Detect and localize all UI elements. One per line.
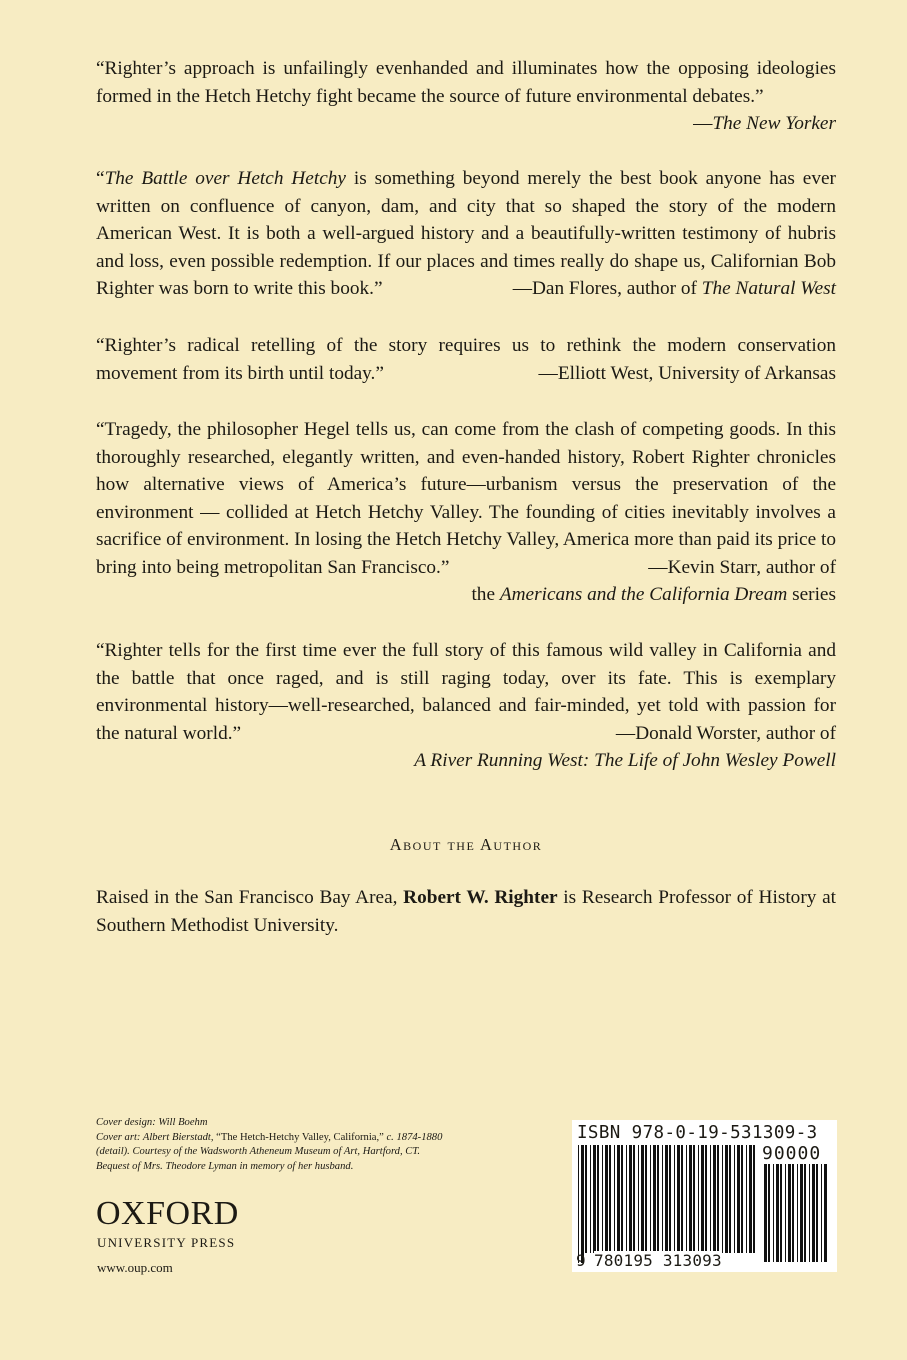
barcode-bar — [717, 1145, 719, 1253]
barcode-bar — [764, 1164, 767, 1262]
quote-text: “Tragedy, the philosopher Hegel tells us, can come from the clash of competing goods. In this thoroughly researched, elegantly written, and even-handed history, Robert Righter chronicles how alternative views of America’s future—urbanism versus the preservation of the environment — collided at Hetch Hetchy Valley. The founding of cities inevitably involves a sacrifice of environment. In losing the Hetch Hetchy Valley, America more than paid its price to bring into being metropolitan San Francisco.” —Kevin Starr, author of — [96, 416, 836, 581]
quote-attribution: —Elliott West, University of Arkansas — [538, 362, 836, 384]
barcode-bar — [701, 1145, 704, 1253]
barcode-bar — [621, 1145, 623, 1253]
barcode-bar — [816, 1164, 818, 1262]
barcode-bar — [602, 1145, 603, 1253]
barcode-bar — [797, 1164, 798, 1262]
barcode-bar — [734, 1145, 735, 1253]
barcode-bar — [645, 1145, 647, 1253]
quote-attribution: —Kevin Starr, author of — [648, 556, 836, 578]
barcode-bar — [741, 1145, 743, 1253]
barcode-bar — [800, 1164, 803, 1262]
isbn-label: ISBN 978-0-19-531309-3 — [577, 1123, 818, 1143]
publisher-name: UNIVERSITY PRESS — [97, 1235, 236, 1250]
barcode-bar — [597, 1145, 599, 1253]
barcode-bar — [710, 1145, 711, 1253]
quote-text: “Righter’s radical retelling of the story requires us to rethink the modern conservation movement from its birth until today.” —Elliott West, University of Arkansas — [96, 332, 836, 387]
barcode-bar — [669, 1145, 671, 1263]
cover-design-credit: Cover design: Will Boehm — [96, 1117, 208, 1128]
barcode-bar — [693, 1145, 695, 1253]
barcode-bar — [809, 1164, 810, 1262]
review-quote-dan-flores — [96, 165, 836, 303]
quote-attribution: —The New Yorker — [693, 113, 836, 134]
barcode-bar — [725, 1145, 728, 1253]
ean-first-digit: 9 — [576, 1251, 586, 1270]
barcode-bar — [689, 1145, 692, 1253]
barcode-bar — [686, 1145, 687, 1253]
about-author-text: Raised in the San Francisco Bay Area, Robert W. Righter is Research Professor of History at Southern Methodist University. — [96, 887, 837, 936]
cover-art-courtesy: (detail). Courtesy of the Wadsworth Atheneum Museum of Art, Hartford, CT. — [96, 1146, 421, 1158]
cover-art-credit: Cover art: Albert Bierstadt, “The Hetch-Hetchy Valley, California,” c. 1874-1880 — [96, 1131, 443, 1143]
review-quote-kevin-starr — [96, 416, 836, 609]
barcode-bar — [609, 1145, 611, 1253]
barcode-bar — [681, 1145, 683, 1253]
barcode-bar — [749, 1145, 752, 1253]
barcode-bar — [626, 1145, 627, 1253]
barcode-bar — [773, 1164, 774, 1262]
barcode-bar — [674, 1145, 675, 1253]
barcode-bar — [633, 1145, 635, 1253]
barcode-bar — [788, 1164, 791, 1262]
barcode-bar — [590, 1145, 591, 1253]
barcode-bar — [746, 1145, 747, 1253]
barcode-bar — [650, 1145, 651, 1253]
author-name: Robert W. Righter — [403, 887, 558, 908]
ean-barcode-bars — [576, 1145, 758, 1263]
quote-attribution: —Donald Worster, author of — [615, 722, 836, 744]
quote-text: “Righter’s approach is unfailingly evenhanded and illuminates how the opposing ideologies formed in the Hetch Hetchy fight became the source of future environmental debates.” — [96, 58, 836, 107]
cover-art-bequest: Bequest of Mrs. Theodore Lyman in memory of her husband. — [96, 1160, 354, 1172]
barcode-bar — [638, 1145, 639, 1253]
ean-digits: 780195 313093 — [594, 1251, 722, 1270]
price-barcode-bars — [762, 1164, 830, 1272]
review-quote-elliott-west — [96, 332, 836, 387]
barcode-bar — [780, 1164, 782, 1262]
barcode-bar — [737, 1145, 740, 1253]
barcode-bar — [785, 1164, 786, 1262]
barcode-bar — [662, 1145, 663, 1253]
isbn-barcode — [572, 1120, 837, 1272]
oxford-logo: OXFORD — [96, 1195, 239, 1232]
barcode-bar — [629, 1145, 632, 1253]
barcode-bar — [605, 1145, 608, 1253]
barcode-bar — [705, 1145, 707, 1253]
cover-credits — [96, 1116, 566, 1174]
review-quote-donald-worster — [96, 637, 836, 775]
quote-text: “Righter tells for the first time ever the full story of this famous wild valley in California and the battle that once raged, and is still raging today, over its fate. This is exemplary environmental history—well-researched, balanced and fair-minded, yet told with passion for the natural world.” —Donald Worster, author of — [96, 637, 836, 747]
barcode-bar — [617, 1145, 620, 1253]
about-author-heading: About the Author — [389, 835, 543, 854]
quote-text: “The Battle over Hetch Hetchy is something beyond merely the best book anyone has ever written on confluence of canyon, dam, and city that so shaped the story of the modern American West. It is both a well-argued history and a beautifully-written testimony of hubris and loss, even possible redemption. If our places and times really do shape us, Californian Bob Righter was born to write this book.” —Dan Flores, author of The Natural West — [96, 165, 836, 303]
review-quote-new-yorker — [96, 55, 836, 138]
barcode-bar — [581, 1145, 584, 1263]
barcode-bar — [677, 1145, 680, 1253]
barcode-bar — [722, 1145, 723, 1253]
barcode-bar — [812, 1164, 815, 1262]
barcode-bar — [614, 1145, 615, 1253]
barcode-bar — [753, 1145, 755, 1253]
quote-attribution: —Dan Flores, author of The Natural West — [512, 278, 836, 299]
barcode-bar — [578, 1145, 579, 1263]
barcode-bar — [585, 1145, 587, 1253]
price-code: 90000 — [762, 1143, 822, 1164]
barcode-bar — [653, 1145, 656, 1253]
barcode-bar — [698, 1145, 699, 1253]
barcode-bar — [593, 1145, 596, 1253]
barcode-bar — [641, 1145, 644, 1253]
barcode-bar — [821, 1164, 822, 1262]
quote-attribution-title: A River Running West: The Life of John Wesley Powell — [414, 750, 836, 771]
barcode-bar — [776, 1164, 779, 1262]
book-title: The Battle over Hetch Hetchy — [104, 168, 346, 189]
barcode-bar — [713, 1145, 716, 1253]
barcode-bar — [729, 1145, 731, 1253]
quote-attribution-line2: the Americans and the California Dream series — [471, 584, 836, 605]
barcode-bar — [768, 1164, 770, 1262]
barcode-bar — [665, 1145, 668, 1263]
barcode-bar — [804, 1164, 806, 1262]
barcode-bar — [792, 1164, 794, 1262]
barcode-bar — [657, 1145, 659, 1253]
publisher-url[interactable]: www.oup.com — [97, 1260, 173, 1275]
barcode-bar — [824, 1164, 827, 1262]
